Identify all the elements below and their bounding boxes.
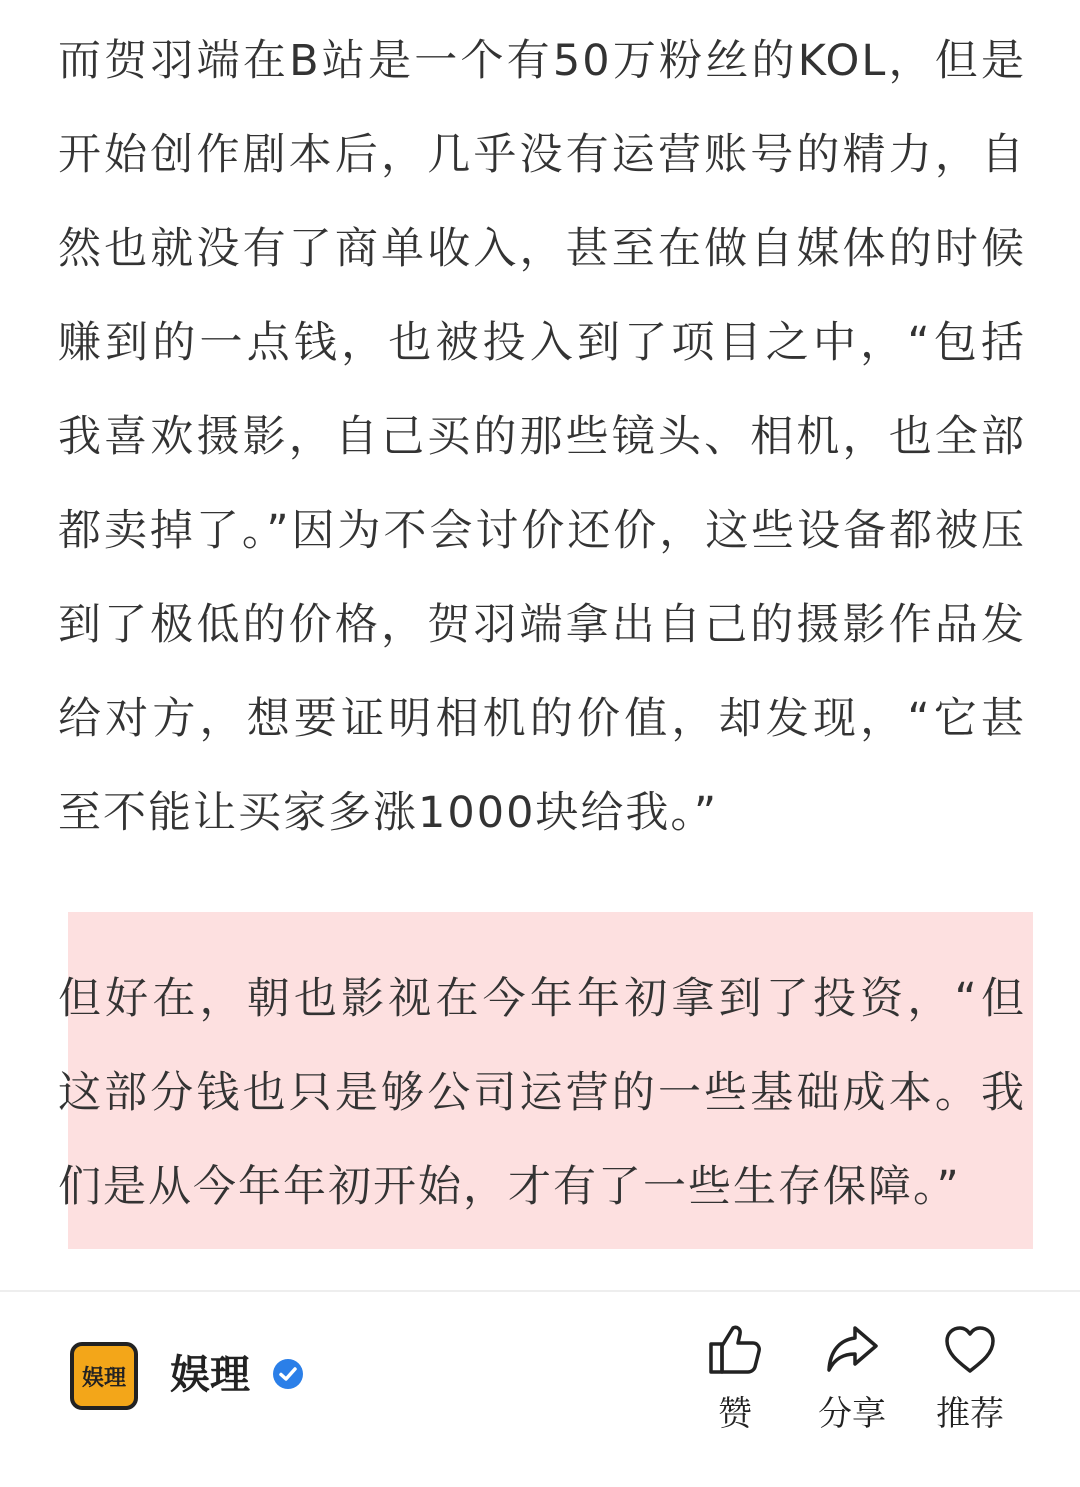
article-paragraph-highlighted: 但好在，朝也影视在今年年初拿到了投资，“但这部分钱也只是够公司运营的一些基础成本。我们是从今年年初开始，才有了一些生存保障。”: [58, 974, 1026, 1212]
like-label: 赞: [718, 1394, 752, 1434]
share-button[interactable]: [797, 1322, 907, 1452]
verified-check-icon: [272, 1358, 304, 1390]
article-paragraph: 而贺羽端在B站是一个有50万粉丝的KOL，但是开始创作剧本后，几乎没有运营账号的精力，自然也就没有了商单收入，甚至在做自媒体的时候赚到的一点钱，也被投入到了项目之中，“包括我喜欢摄影，自己买的那些镜头、相机，也全部都卖掉了。”因为不会讨价还价，这些设备都被压到了极低的价格，贺羽端拿出自己的摄影作品发给对方，想要证明相机的价值，却发现，“它甚至不能让买家多涨1000块给我。”: [58, 36, 1026, 838]
avatar-logo-text: 娱理: [74, 1356, 134, 1396]
author-name[interactable]: 娱理: [170, 1352, 250, 1398]
article-body-highlighted: [58, 952, 1026, 1234]
recommend-label: 推荐: [936, 1394, 1004, 1434]
share-label: 分享: [818, 1394, 886, 1434]
share-icon: [824, 1322, 880, 1378]
author-avatar[interactable]: [70, 1342, 138, 1410]
recommend-button[interactable]: [915, 1322, 1025, 1452]
article-body: [58, 14, 1026, 860]
author-bar: [0, 1292, 1080, 1487]
heart-icon: [942, 1322, 998, 1378]
like-button[interactable]: [680, 1322, 790, 1452]
thumbs-up-icon: [707, 1322, 763, 1378]
